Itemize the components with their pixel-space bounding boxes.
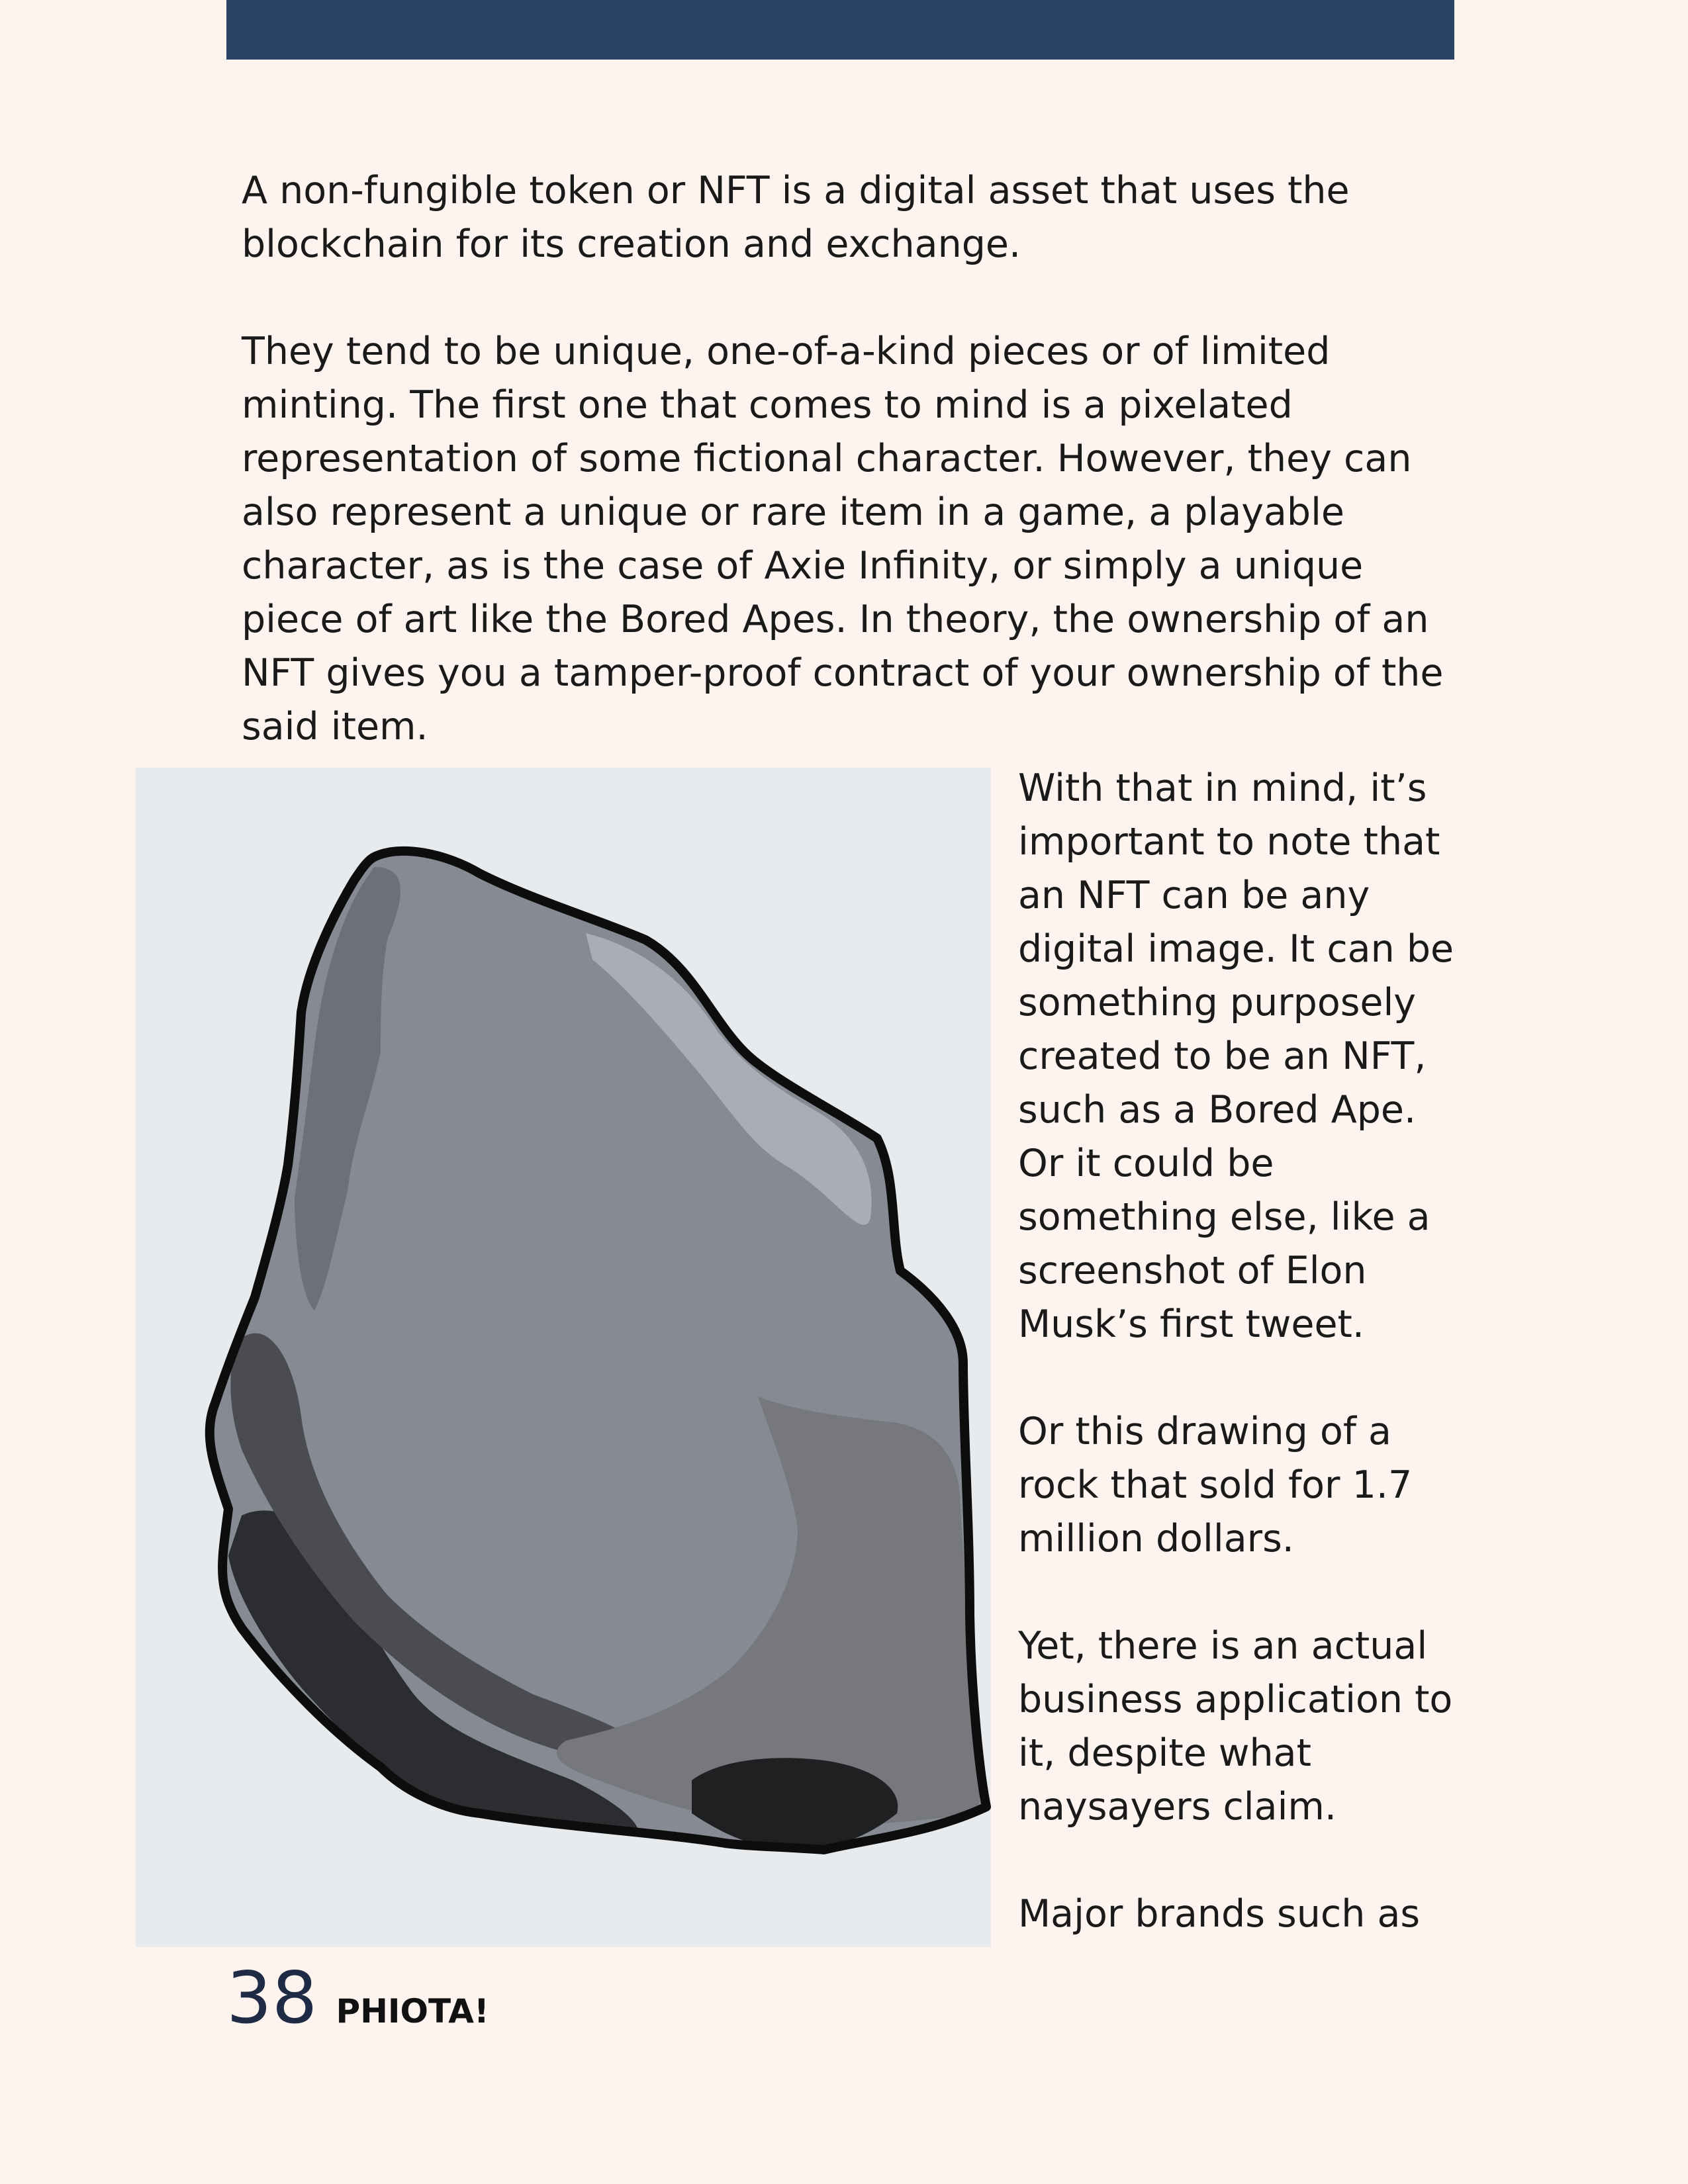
intro-text [242,164,1446,754]
intro-paragraph-1: A non-fungible token or NFT is a digital asset that uses the blockchain for its creation and exchange. [242,169,1350,266]
intro-paragraph-2: They tend to be unique, one-of-a-kind pieces or of limited minting. The first one that comes to mind is a pixelated representation of some fictional character. However, they can also represent a unique or rare item in a game, a playable character, as is the case of Axie Infinity, or simply a unique piece of art like the Bored Apes. In theory, the ownership of an NFT gives you a tamper-proof contract of your ownership of the said item. [242,330,1444,749]
side-paragraph-2: Or this drawing of a rock that sold for 1.7 million dollars. [1018,1410,1413,1561]
page-footer [226,1959,489,2038]
header-bar [226,0,1454,60]
side-column-text [1018,762,1455,1941]
rock-image [136,768,991,1947]
side-paragraph-1: With that in mind, it’s important to note that an NFT can be any digital image. It can be something purposely created to be an NFT, such as a Bored Ape. Or it could be something else, like a screenshot of Elon Musk’s first tweet. [1018,766,1454,1346]
side-paragraph-4: Major brands such as [1018,1892,1421,1936]
page-number: 38 [226,1957,318,2040]
magazine-name: PHIOTA! [336,1992,489,2030]
side-paragraph-3: Yet, there is an actual business application to it, despite what naysayers claim. [1018,1624,1453,1829]
rock-illustration-icon [136,768,991,1947]
